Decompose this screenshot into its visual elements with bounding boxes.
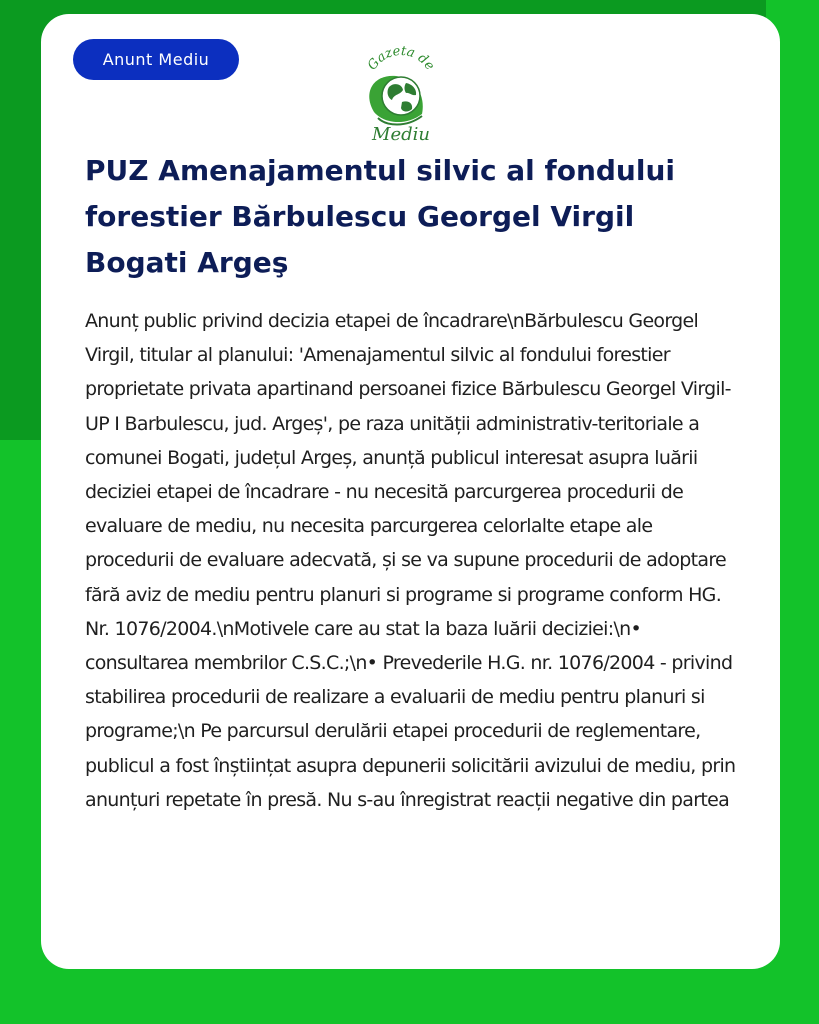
article-body: Anunț public privind decizia etapei de încadrare\nBărbulescu Georgel Virgil, titular al planului: 'Amenajamentul silvic al fondului forestier proprietate privata apartinand persoanei fizice Bărbulescu Georgel Virgil-UP I Barbulescu, jud. Argeș', pe raza unității administrativ-teritoriale a comunei Bogati, județul Argeș, anunță publicul interesat asupra luării deciziei etapei de încadrare - nu necesită parcurgerea procedurii de evaluare de mediu, nu necesita parcurgerea celorlalte etape ale procedurii de evaluare adecvată, și se va supune procedurii de adoptare fără aviz de mediu pentru planuri si programe si programe conform HG. Nr. 1076/2004.\nMotivele care au stat la baza luării deciziei:\n• consultarea membrilor C.S.C.;\n• Prevederile H.G. nr. 1076/2004 - privind stabilirea procedurii de realizare a evaluarii de mediu pentru planuri si programe;\n Pe parcursul derulării etapei procedurii de reglementare, publicul a fost înștiințat asupra depunerii solicitării avizului de mediu, prin anunțuri repetate în presă. Nu s-au înregistrat reacții negative din partea bbox=[85, 310, 736, 811]
gazeta-de-mediu-logo bbox=[356, 40, 446, 144]
svg-text:Gazeta de bbox=[365, 44, 437, 74]
logo-top-text: Gazeta de bbox=[364, 43, 438, 74]
post-card bbox=[41, 14, 780, 969]
article-title: PUZ Amenajamentul silvic al fondului forestier Bărbulescu Georgel Virgil Bogati Argeş bbox=[85, 154, 675, 279]
category-badge[interactable] bbox=[73, 39, 239, 80]
logo-bottom-text: Mediu bbox=[372, 124, 430, 144]
category-badge-label: Anunt Mediu bbox=[102, 50, 210, 69]
